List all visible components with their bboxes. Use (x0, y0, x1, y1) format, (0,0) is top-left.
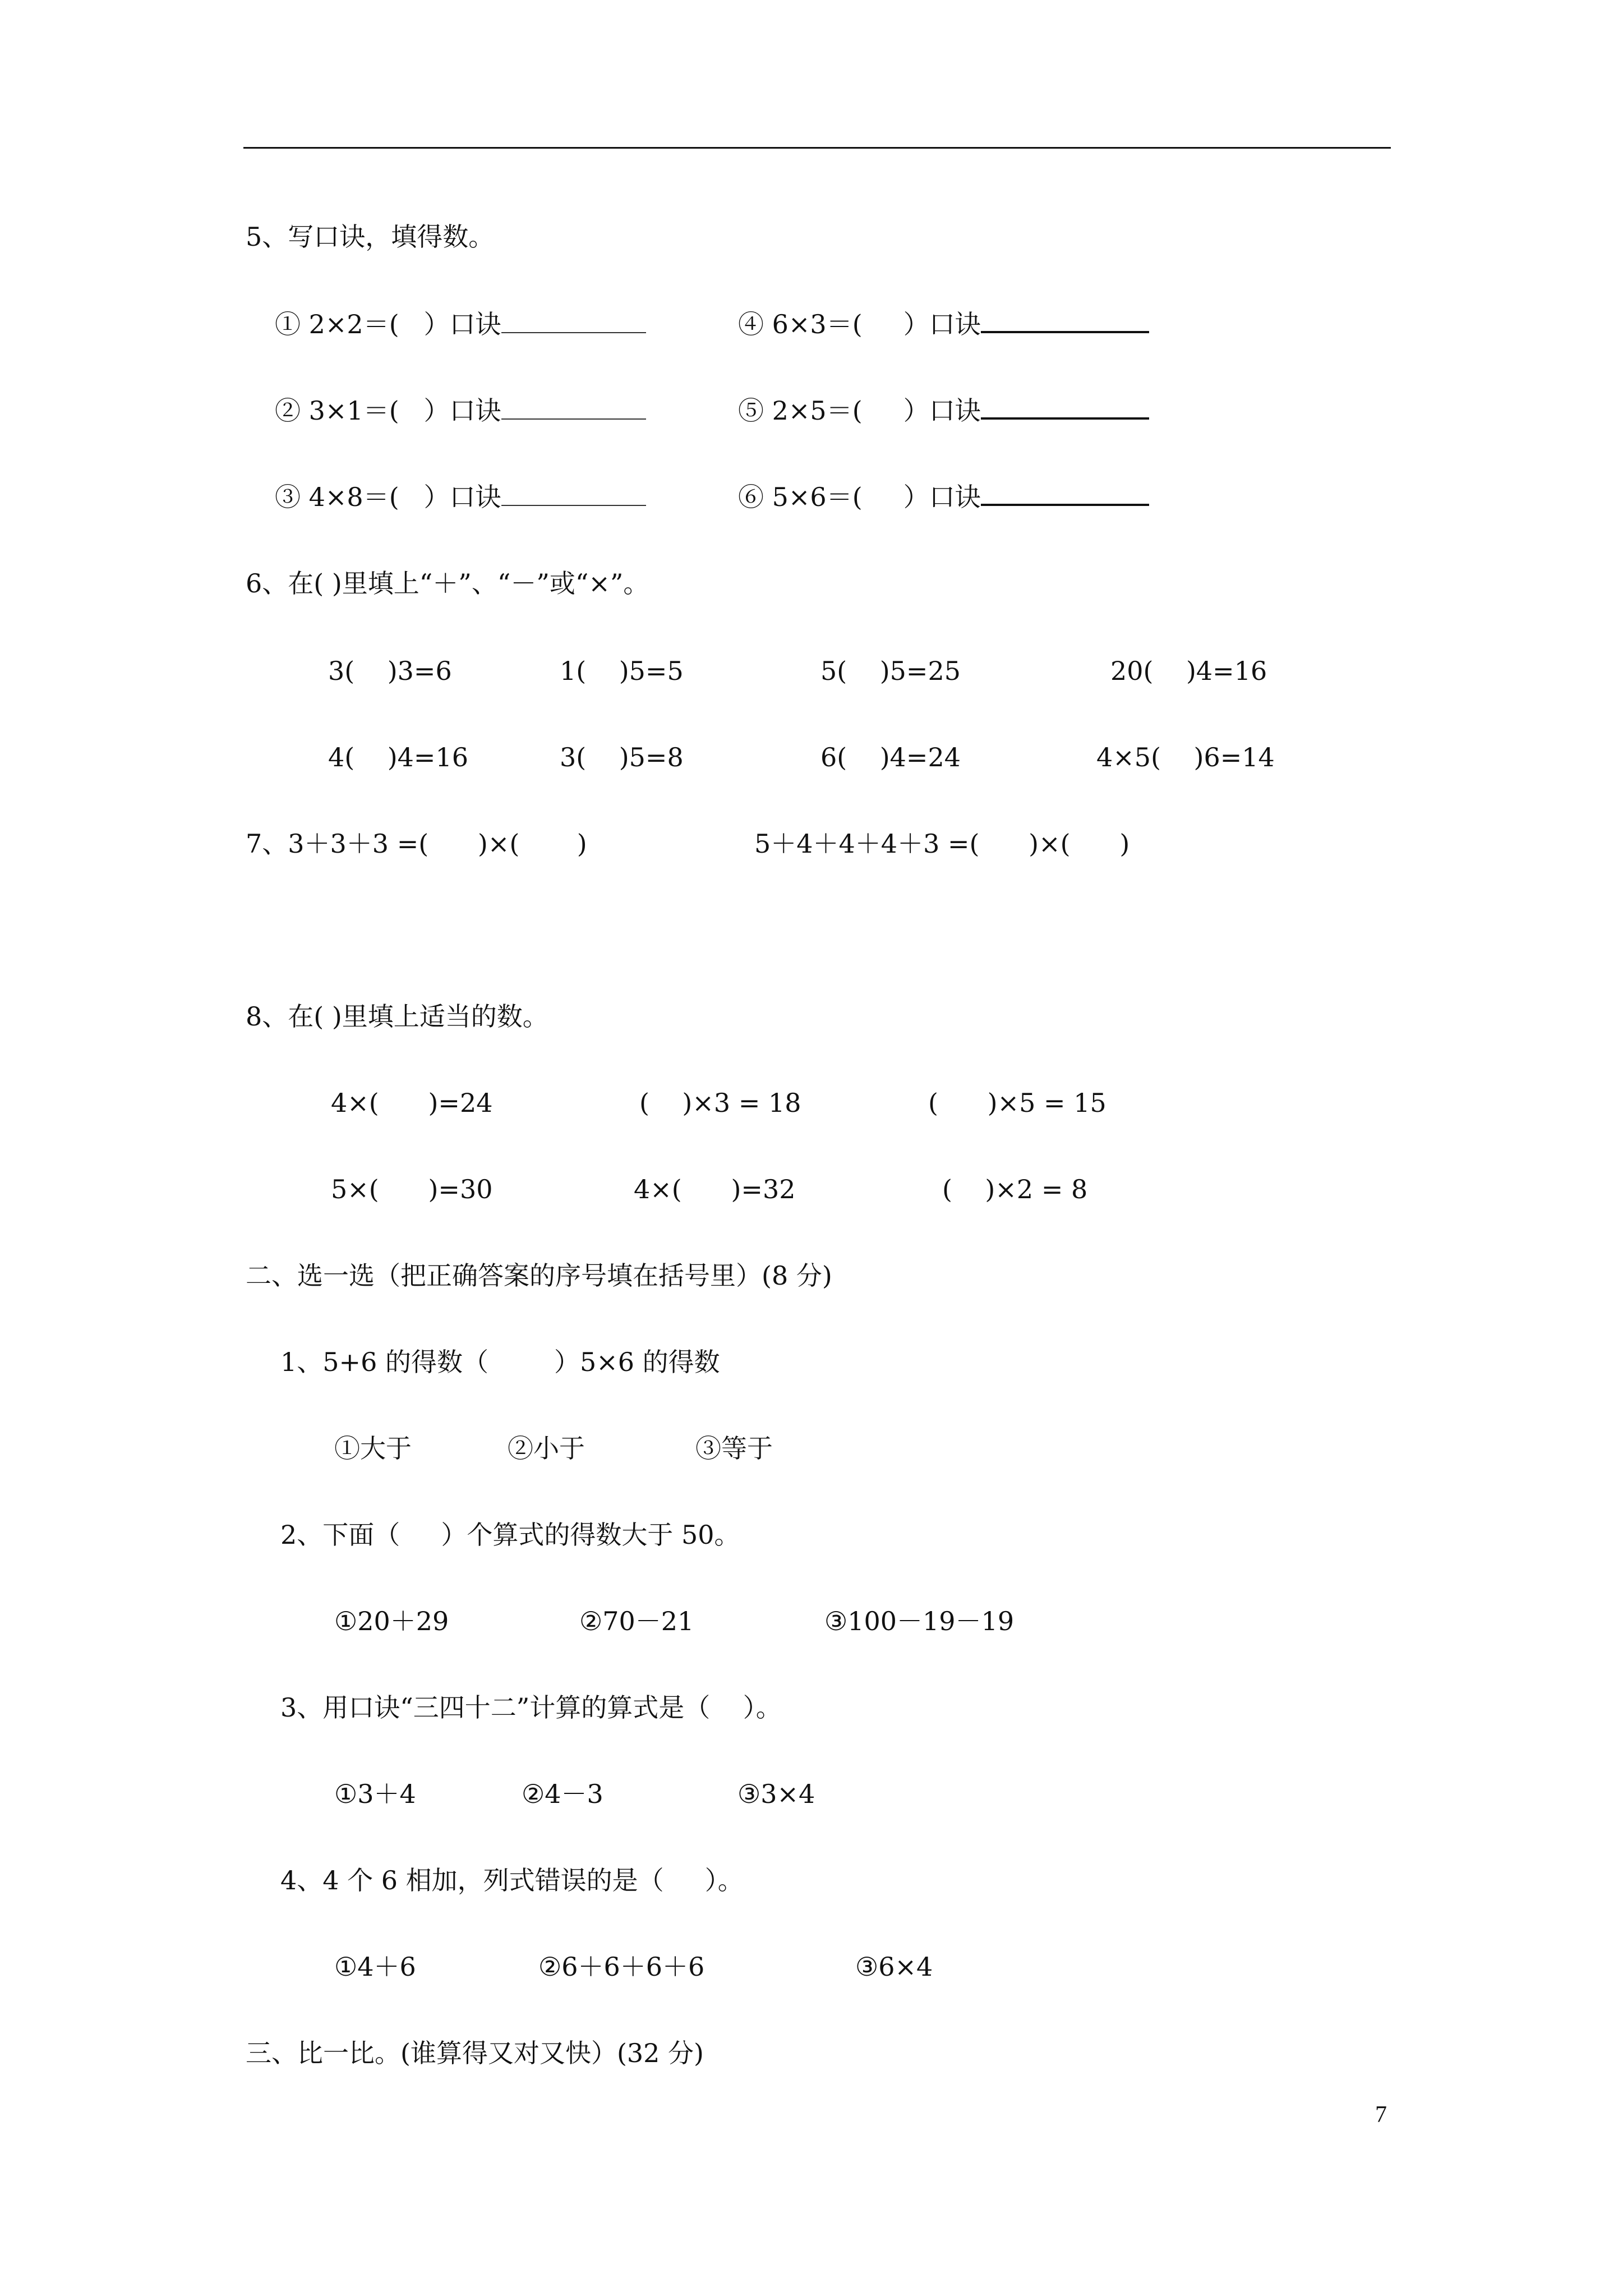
q6-item: 3( )3=6 (328, 656, 452, 686)
q8-item: ( )×2 = 8 (942, 1174, 1088, 1204)
q5-item-6: ⑥ 5×6＝( ）口诀 (738, 480, 1149, 514)
q5-item-4: ④ 6×3＝( ）口诀 (738, 307, 1149, 341)
q8-item: ( )×3 = 18 (639, 1088, 801, 1118)
q6-item: 6( )4=24 (820, 742, 961, 772)
q6-item: 3( )5=8 (560, 742, 684, 772)
sec2-option: ①大于 (334, 1433, 412, 1464)
q5-title: 5、写口诀，填得数。 (246, 222, 495, 252)
q5-item-2: ② 3×1＝( ）口诀 (275, 394, 646, 427)
sec2-option: ③等于 (695, 1433, 773, 1464)
q6-title: 6、在( )里填上“＋”、“－”或“×”。 (246, 568, 649, 599)
sec2-question-2: 2、下面（ ）个算式的得数大于 50。 (280, 1520, 740, 1550)
answer-blank[interactable] (981, 309, 1149, 333)
sec2-question-4: 4、4 个 6 相加，列式错误的是（ ）。 (280, 1865, 744, 1895)
q8-item: ( )×5 = 15 (928, 1088, 1106, 1118)
q6-item: 1( )5=5 (560, 656, 684, 686)
answer-blank[interactable] (501, 396, 646, 420)
sec2-option: ③6×4 (855, 1952, 933, 1982)
q6-item: 5( )5=25 (820, 656, 961, 686)
sec2-question-1: 1、5+6 的得数（ ）5×6 的得数 (280, 1347, 720, 1377)
sec2-option: ③100－19－19 (824, 1606, 1015, 1636)
q7-right: 5＋4＋4＋4＋3 =( )×( ) (754, 829, 1130, 859)
header-rule (243, 147, 1391, 149)
sec2-option: ①4＋6 (334, 1952, 416, 1982)
sec2-question-3: 3、用口诀“三四十二”计算的算式是（ ）。 (280, 1692, 782, 1723)
section-2-title: 二、选一选（把正确答案的序号填在括号里）(8 分) (246, 1260, 832, 1291)
sec2-option: ②6＋6＋6＋6 (538, 1952, 705, 1982)
q8-item: 5×( )=30 (331, 1174, 493, 1204)
q7-left: 7、3＋3＋3 =( )×( ) (246, 829, 587, 859)
sec2-option: ②小于 (508, 1433, 585, 1464)
q8-title: 8、在( )里填上适当的数。 (246, 1001, 548, 1032)
sec2-option: ②4－3 (522, 1779, 603, 1809)
sec2-option: ②70－21 (579, 1606, 694, 1636)
q5-item-1: ① 2×2＝( ）口诀 (275, 307, 646, 341)
q6-item: 20( )4=16 (1110, 656, 1267, 686)
sec2-option: ①3＋4 (334, 1779, 416, 1809)
sec2-option: ③3×4 (737, 1779, 815, 1809)
answer-blank[interactable] (501, 310, 646, 333)
q6-item: 4×5( )6=14 (1096, 742, 1275, 772)
sec2-option: ①20＋29 (334, 1606, 449, 1636)
section-3-title: 三、比一比。(谁算得又对又快）(32 分) (246, 2038, 704, 2068)
page-number: 7 (1375, 2102, 1387, 2128)
answer-blank[interactable] (981, 395, 1149, 420)
q8-item: 4×( )=24 (331, 1088, 493, 1118)
answer-blank[interactable] (501, 482, 646, 506)
q5-item-3: ③ 4×8＝( ）口诀 (275, 480, 646, 514)
q6-item: 4( )4=16 (328, 742, 468, 772)
answer-blank[interactable] (981, 481, 1149, 506)
q5-item-5: ⑤ 2×5＝( ）口诀 (738, 394, 1149, 427)
q8-item: 4×( )=32 (634, 1174, 796, 1204)
